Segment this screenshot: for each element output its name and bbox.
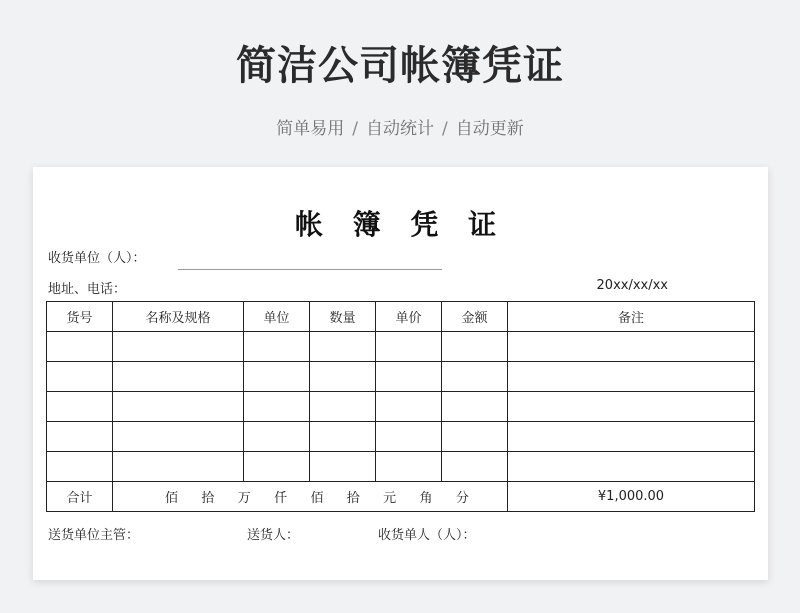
table-cell[interactable] xyxy=(442,362,508,392)
total-amount: ¥1,000.00 xyxy=(508,482,755,512)
table-cell[interactable] xyxy=(113,452,244,482)
table-cell[interactable] xyxy=(376,392,442,422)
table-cell[interactable] xyxy=(508,422,755,452)
table-cell[interactable] xyxy=(113,422,244,452)
subtitle-part: 自动更新 xyxy=(455,119,524,139)
column-header: 金额 xyxy=(442,302,508,332)
table-cell[interactable] xyxy=(508,392,755,422)
table-row xyxy=(47,362,755,392)
column-header: 备注 xyxy=(508,302,755,332)
table-cell[interactable] xyxy=(244,362,310,392)
voucher-table xyxy=(46,301,755,512)
table-cell[interactable] xyxy=(244,332,310,362)
receiver-label: 收货单位（人）： xyxy=(48,251,146,266)
column-header: 单价 xyxy=(376,302,442,332)
column-header: 数量 xyxy=(310,302,376,332)
table-cell[interactable] xyxy=(310,392,376,422)
subtitle-part: 自动统计 xyxy=(366,119,434,139)
amount-unit: 分 xyxy=(455,491,469,506)
table-cell[interactable] xyxy=(113,332,244,362)
amount-unit: 拾 xyxy=(346,491,360,506)
table-cell[interactable] xyxy=(47,452,113,482)
table-cell[interactable] xyxy=(113,362,244,392)
table-row xyxy=(47,332,755,362)
table-cell[interactable] xyxy=(47,332,113,362)
table-cell[interactable] xyxy=(310,422,376,452)
table-cell[interactable] xyxy=(508,452,755,482)
receiver-input-line[interactable] xyxy=(178,269,442,270)
table-cell[interactable] xyxy=(376,452,442,482)
page-title: 简洁公司帐簿凭证 xyxy=(236,43,564,89)
table-cell[interactable] xyxy=(442,452,508,482)
table-cell[interactable] xyxy=(376,362,442,392)
table-cell[interactable] xyxy=(244,422,310,452)
table-row xyxy=(47,452,755,482)
table-cell[interactable] xyxy=(442,332,508,362)
subtitle-separator: / xyxy=(442,119,448,139)
table-header-row xyxy=(47,302,755,332)
amount-unit: 万 xyxy=(237,491,251,506)
total-label: 合计 xyxy=(47,482,113,512)
amount-in-words[interactable] xyxy=(113,482,508,512)
column-header: 货号 xyxy=(47,302,113,332)
voucher-title: 帐 簿 凭 证 xyxy=(294,208,507,241)
address-label: 地址、电话： xyxy=(48,282,127,297)
amount-unit: 角 xyxy=(419,491,433,506)
table-cell[interactable] xyxy=(376,422,442,452)
receiver-sign-label: 收货单人（人）： xyxy=(378,528,476,543)
subtitle-separator: / xyxy=(352,119,358,139)
subtitle-part: 简单易用 xyxy=(276,119,345,139)
column-header: 单位 xyxy=(244,302,310,332)
table-cell[interactable] xyxy=(47,362,113,392)
table-row xyxy=(47,392,755,422)
table-cell[interactable] xyxy=(442,422,508,452)
table-row xyxy=(47,422,755,452)
table-cell[interactable] xyxy=(113,392,244,422)
table-cell[interactable] xyxy=(244,392,310,422)
total-row xyxy=(47,482,755,512)
voucher-date: 20xx/xx/xx xyxy=(596,278,668,293)
table-cell[interactable] xyxy=(376,332,442,362)
table-cell[interactable] xyxy=(508,362,755,392)
supervisor-label: 送货单位主管： xyxy=(48,528,140,543)
table-cell[interactable] xyxy=(47,422,113,452)
table-cell[interactable] xyxy=(310,452,376,482)
subtitle xyxy=(0,114,800,139)
column-header: 名称及规格 xyxy=(113,302,244,332)
table-cell[interactable] xyxy=(508,332,755,362)
amount-unit: 仟 xyxy=(274,491,288,506)
table-cell[interactable] xyxy=(310,332,376,362)
amount-unit: 佰 xyxy=(310,491,324,506)
sender-label: 送货人： xyxy=(247,528,300,543)
table-cell[interactable] xyxy=(244,452,310,482)
amount-unit: 佰 xyxy=(165,491,179,506)
table-cell[interactable] xyxy=(47,392,113,422)
table-cell[interactable] xyxy=(310,362,376,392)
table-cell[interactable] xyxy=(442,392,508,422)
amount-unit: 元 xyxy=(383,491,397,506)
amount-unit: 拾 xyxy=(201,491,215,506)
voucher-card xyxy=(33,167,768,580)
